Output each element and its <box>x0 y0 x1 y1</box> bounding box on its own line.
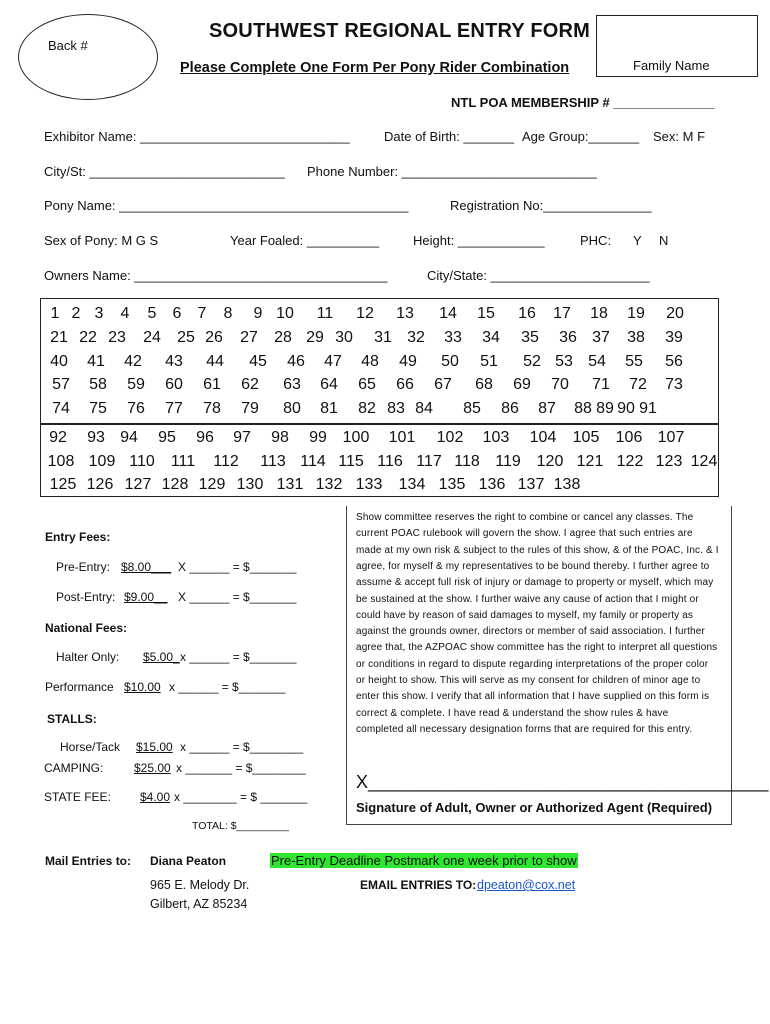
class-number-1[interactable]: 1 <box>50 305 60 322</box>
class-number-118[interactable]: 118 <box>454 453 480 470</box>
exhibitor-name-field[interactable]: Exhibitor Name: _____________________________ <box>44 129 350 144</box>
stalls-heading: STALLS: <box>47 712 97 726</box>
class-number-53[interactable]: 53 <box>555 353 573 370</box>
class-number-84[interactable]: 84 <box>415 400 433 417</box>
class-number-38[interactable]: 38 <box>627 329 645 346</box>
class-number-57[interactable]: 57 <box>52 376 70 393</box>
legal-terms-line: completed all necessary designation forms that are required for this entry. <box>356 723 693 735</box>
class-number-107[interactable]: 107 <box>657 429 685 446</box>
class-number-119[interactable]: 119 <box>495 453 521 470</box>
class-number-105[interactable]: 105 <box>572 429 600 446</box>
class-number-12[interactable]: 12 <box>356 305 374 322</box>
phc-no-option[interactable]: N <box>659 233 669 248</box>
class-number-69[interactable]: 69 <box>513 376 531 393</box>
class-number-8[interactable]: 8 <box>223 305 233 322</box>
sex-of-pony-field[interactable]: Sex of Pony: M G S <box>44 233 159 248</box>
owners-city-state-field[interactable]: City/State: ______________________ <box>427 268 650 283</box>
class-number-37[interactable]: 37 <box>592 329 610 346</box>
state-fee-label: STATE FEE: <box>44 790 111 804</box>
class-number-13[interactable]: 13 <box>396 305 414 322</box>
legal-terms-line: agree that, the AZPOAC show committee has the right to interpret all questions <box>356 642 718 654</box>
class-number-122[interactable]: 122 <box>616 453 644 470</box>
entry-fees-heading: Entry Fees: <box>45 530 111 544</box>
class-number-9[interactable]: 9 <box>253 305 263 322</box>
class-number-85[interactable]: 85 <box>463 400 481 417</box>
back-number-oval <box>18 14 158 100</box>
class-number-58[interactable]: 58 <box>89 376 107 393</box>
class-number-121[interactable]: 121 <box>576 453 604 470</box>
class-number-15[interactable]: 15 <box>477 305 495 322</box>
class-number-133[interactable]: 133 <box>355 476 383 493</box>
family-name-label: Family Name <box>633 58 710 73</box>
class-number-70[interactable]: 70 <box>551 376 569 393</box>
class-number-116[interactable]: 116 <box>377 453 403 470</box>
class-number-124[interactable]: 124 <box>690 453 718 470</box>
legal-terms-line: made at my own risk & subject to the rules of this show, & of the POAC, Inc. & I <box>356 544 719 556</box>
class-number-47[interactable]: 47 <box>324 353 342 370</box>
phc-label: PHC: <box>580 233 612 248</box>
class-number-33[interactable]: 33 <box>444 329 462 346</box>
class-number-50[interactable]: 50 <box>441 353 459 370</box>
camping-quantity-field[interactable]: x _______ = $________ <box>176 761 306 775</box>
class-number-41[interactable]: 41 <box>87 353 105 370</box>
class-number-86[interactable]: 86 <box>501 400 519 417</box>
class-number-110[interactable]: 110 <box>129 453 155 470</box>
class-number-74[interactable]: 74 <box>52 400 70 417</box>
class-number-82[interactable]: 82 <box>358 400 376 417</box>
class-number-111[interactable]: 111 <box>170 453 196 470</box>
class-number-97[interactable]: 97 <box>233 429 251 446</box>
class-number-128[interactable]: 128 <box>161 476 189 493</box>
class-number-73[interactable]: 73 <box>665 376 683 393</box>
signature-label: Signature of Adult, Owner or Authorized Agent (Required) <box>356 800 713 815</box>
back-number-label: Back # <box>48 38 88 53</box>
class-number-130[interactable]: 130 <box>236 476 264 493</box>
membership-field[interactable]: NTL POA MEMBERSHIP # ______________ <box>451 95 715 110</box>
pre-entry-label: Pre-Entry: <box>56 560 111 574</box>
pre-entry-quantity-field[interactable]: X ______ = $_______ <box>178 560 297 574</box>
halter-only-quantity-field[interactable]: x ______ = $_______ <box>180 650 297 664</box>
class-number-55[interactable]: 55 <box>625 353 643 370</box>
mail-recipient-name: Diana Peaton <box>150 854 227 868</box>
class-number-91[interactable]: 91 <box>639 400 657 417</box>
legal-terms-line: agree, for myself & my representatives to be bound thereby. I further agree to <box>356 560 710 572</box>
class-number-4[interactable]: 4 <box>120 305 130 322</box>
height-field[interactable]: Height: ____________ <box>413 233 545 248</box>
class-number-25[interactable]: 25 <box>177 329 195 346</box>
class-number-108[interactable]: 108 <box>47 453 75 470</box>
class-number-131[interactable]: 131 <box>276 476 304 493</box>
class-number-125[interactable]: 125 <box>49 476 77 493</box>
class-number-48[interactable]: 48 <box>361 353 379 370</box>
class-number-90[interactable]: 90 <box>617 400 635 417</box>
class-number-10[interactable]: 10 <box>276 305 294 322</box>
class-number-5[interactable]: 5 <box>147 305 157 322</box>
class-number-129[interactable]: 129 <box>198 476 226 493</box>
class-number-137[interactable]: 137 <box>517 476 545 493</box>
class-number-126[interactable]: 126 <box>86 476 114 493</box>
class-number-23[interactable]: 23 <box>108 329 126 346</box>
legal-terms-line: correct & complete. I have read & understand the show rules & have <box>356 707 669 719</box>
legal-terms-line: current POAC rulebook will govern the show. I agree that such entries are <box>356 528 693 540</box>
legal-terms-line: assume & accept full risk of injury or damage to property or myself, which may <box>356 577 714 589</box>
class-number-99[interactable]: 99 <box>309 429 327 446</box>
class-number-46[interactable]: 46 <box>287 353 305 370</box>
class-number-28[interactable]: 28 <box>274 329 292 346</box>
class-number-114[interactable]: 114 <box>300 453 326 470</box>
class-number-34[interactable]: 34 <box>482 329 500 346</box>
class-number-123[interactable]: 123 <box>655 453 683 470</box>
class-number-109[interactable]: 109 <box>88 453 116 470</box>
class-number-19[interactable]: 19 <box>627 305 645 322</box>
class-number-87[interactable]: 87 <box>538 400 556 417</box>
class-number-2[interactable]: 2 <box>71 305 81 322</box>
halter-only-amount: $5.00_ <box>143 650 180 664</box>
signature-line[interactable]: X________________________________________ <box>356 772 769 792</box>
total-field[interactable]: TOTAL: $_________ <box>192 820 290 832</box>
email-link[interactable] <box>477 878 575 892</box>
pony-name-field[interactable]: Pony Name: ________________________________________ <box>44 198 409 213</box>
class-number-59[interactable]: 59 <box>127 376 145 393</box>
class-number-88[interactable]: 88 <box>574 400 592 417</box>
class-number-18[interactable]: 18 <box>590 305 608 322</box>
class-number-60[interactable]: 60 <box>165 376 183 393</box>
class-number-98[interactable]: 98 <box>271 429 289 446</box>
post-entry-amount: $9.00__ <box>124 590 168 604</box>
owners-name-field[interactable]: Owners Name: ___________________________________ <box>44 268 388 283</box>
class-number-11[interactable]: 11 <box>316 305 334 322</box>
class-number-27[interactable]: 27 <box>240 329 258 346</box>
class-number-95[interactable]: 95 <box>158 429 176 446</box>
class-number-72[interactable]: 72 <box>629 376 647 393</box>
performance-label: Performance <box>45 680 114 694</box>
class-number-134[interactable]: 134 <box>398 476 426 493</box>
class-number-76[interactable]: 76 <box>127 400 145 417</box>
class-number-104[interactable]: 104 <box>529 429 557 446</box>
class-number-81[interactable]: 81 <box>320 400 338 417</box>
horse-tack-label: Horse/Tack <box>60 740 121 754</box>
class-number-63[interactable]: 63 <box>283 376 301 393</box>
class-number-20[interactable]: 20 <box>666 305 684 322</box>
class-number-51[interactable]: 51 <box>480 353 498 370</box>
class-number-83[interactable]: 83 <box>387 400 405 417</box>
class-number-96[interactable]: 96 <box>196 429 214 446</box>
legal-terms-line: could have by reason of said damages to myself, my family or property as <box>356 609 694 621</box>
age-group-field[interactable]: Age Group:_______ <box>522 129 640 144</box>
class-number-102[interactable]: 102 <box>436 429 464 446</box>
horse-tack-quantity-field[interactable]: x ______ = $________ <box>180 740 304 754</box>
class-number-14[interactable]: 14 <box>439 305 457 322</box>
year-foaled-field[interactable]: Year Foaled: __________ <box>230 233 380 248</box>
email-address[interactable]: dpeaton@cox.net <box>477 878 576 892</box>
class-number-32[interactable]: 32 <box>407 329 425 346</box>
class-number-36[interactable]: 36 <box>559 329 577 346</box>
class-number-64[interactable]: 64 <box>320 376 338 393</box>
class-number-35[interactable]: 35 <box>521 329 539 346</box>
class-number-45[interactable]: 45 <box>249 353 267 370</box>
national-fees-heading: National Fees: <box>45 621 128 635</box>
post-entry-quantity-field[interactable]: X ______ = $_______ <box>178 590 297 604</box>
form-subtitle: Please Complete One Form Per Pony Rider Combination <box>180 60 570 76</box>
class-number-24[interactable]: 24 <box>143 329 161 346</box>
class-number-3[interactable]: 3 <box>94 305 104 322</box>
class-number-89[interactable]: 89 <box>596 400 614 417</box>
class-number-75[interactable]: 75 <box>89 400 107 417</box>
class-number-113[interactable]: 113 <box>260 453 286 470</box>
class-number-135[interactable]: 135 <box>438 476 466 493</box>
class-number-16[interactable]: 16 <box>518 305 536 322</box>
class-number-42[interactable]: 42 <box>124 353 142 370</box>
class-number-65[interactable]: 65 <box>358 376 376 393</box>
halter-only-label: Halter Only: <box>56 650 120 664</box>
legal-terms-line: against the grounds owner, directors or member of said association. I further <box>356 626 705 638</box>
legal-terms-line: be sustained at the show. I further waive any cause of action that I might or <box>356 593 699 605</box>
class-number-120[interactable]: 120 <box>536 453 564 470</box>
class-number-132[interactable]: 132 <box>315 476 343 493</box>
performance-quantity-field[interactable]: x ______ = $_______ <box>169 680 286 694</box>
class-number-101[interactable]: 101 <box>388 429 416 446</box>
class-number-7[interactable]: 7 <box>197 305 207 322</box>
mail-city-address: Gilbert, AZ 85234 <box>150 897 248 911</box>
phone-number-field[interactable]: Phone Number: ___________________________ <box>307 164 597 179</box>
pre-entry-deadline-notice: Pre-Entry Deadline Postmark one week prior to show <box>271 853 577 868</box>
pre-entry-amount: $8.00___ <box>121 560 172 574</box>
horse-tack-amount: $15.00 <box>136 740 173 754</box>
class-number-31[interactable]: 31 <box>374 329 392 346</box>
class-number-40[interactable]: 40 <box>50 353 68 370</box>
class-number-93[interactable]: 93 <box>87 429 105 446</box>
class-number-80[interactable]: 80 <box>283 400 301 417</box>
class-number-138[interactable]: 138 <box>553 476 581 493</box>
class-number-127[interactable]: 127 <box>124 476 152 493</box>
class-number-29[interactable]: 29 <box>306 329 324 346</box>
class-number-49[interactable]: 49 <box>399 353 417 370</box>
class-number-39[interactable]: 39 <box>665 329 683 346</box>
city-state-field[interactable]: City/St: ___________________________ <box>44 164 285 179</box>
class-number-61[interactable]: 61 <box>203 376 221 393</box>
class-number-77[interactable]: 77 <box>165 400 183 417</box>
class-number-44[interactable]: 44 <box>206 353 224 370</box>
class-number-66[interactable]: 66 <box>396 376 414 393</box>
post-entry-label: Post-Entry: <box>56 590 116 604</box>
form-title: SOUTHWEST REGIONAL ENTRY FORM <box>209 20 590 42</box>
legal-terms-line: Show committee reserves the right to combine or cancel any classes. The <box>356 512 694 523</box>
class-number-30[interactable]: 30 <box>335 329 353 346</box>
camping-amount: $25.00 <box>134 761 171 775</box>
class-number-43[interactable]: 43 <box>165 353 183 370</box>
legal-terms-line: enter this show. I verify that all information that I have supplied on this form is <box>356 691 710 703</box>
mail-entries-label: Mail Entries to: <box>45 854 132 868</box>
sex-field[interactable]: Sex: M F <box>653 129 706 144</box>
class-number-56[interactable]: 56 <box>665 353 683 370</box>
class-number-115[interactable]: 115 <box>338 453 364 470</box>
class-number-136[interactable]: 136 <box>478 476 506 493</box>
class-number-26[interactable]: 26 <box>205 329 223 346</box>
class-number-22[interactable]: 22 <box>79 329 97 346</box>
class-number-52[interactable]: 52 <box>523 353 541 370</box>
legal-terms-line: or conditions in regard to dispute regarding interpretations of the proper color <box>356 658 709 670</box>
mail-street-address: 965 E. Melody Dr. <box>150 878 250 892</box>
class-number-106[interactable]: 106 <box>615 429 643 446</box>
class-number-112[interactable]: 112 <box>213 453 239 470</box>
class-number-54[interactable]: 54 <box>588 353 606 370</box>
class-number-100[interactable]: 100 <box>342 429 370 446</box>
date-of-birth-field[interactable]: Date of Birth: _______ <box>384 129 515 144</box>
class-number-94[interactable]: 94 <box>120 429 138 446</box>
camping-label: CAMPING: <box>44 761 104 775</box>
class-number-21[interactable]: 21 <box>50 329 68 346</box>
class-number-92[interactable]: 92 <box>49 429 67 446</box>
class-number-6[interactable]: 6 <box>172 305 182 322</box>
class-number-71[interactable]: 71 <box>592 376 610 393</box>
registration-number-field[interactable]: Registration No:_______________ <box>450 198 652 213</box>
class-number-17[interactable]: 17 <box>553 305 571 322</box>
state-fee-quantity-field[interactable]: x ________ = $ _______ <box>174 790 308 804</box>
email-entries-label: EMAIL ENTRIES TO: <box>360 878 477 892</box>
class-number-78[interactable]: 78 <box>203 400 221 417</box>
class-number-79[interactable]: 79 <box>241 400 259 417</box>
state-fee-amount: $4.00 <box>140 790 171 804</box>
performance-amount: $10.00 <box>124 680 161 694</box>
legal-terms-line: or height to show. This will serve as my consent for children of minor age to <box>356 675 701 686</box>
phc-yes-option[interactable]: Y <box>633 233 642 248</box>
class-number-67[interactable]: 67 <box>434 376 452 393</box>
class-number-103[interactable]: 103 <box>482 429 510 446</box>
class-number-68[interactable]: 68 <box>475 376 493 393</box>
class-number-62[interactable]: 62 <box>241 376 259 393</box>
class-number-117[interactable]: 117 <box>416 453 442 470</box>
